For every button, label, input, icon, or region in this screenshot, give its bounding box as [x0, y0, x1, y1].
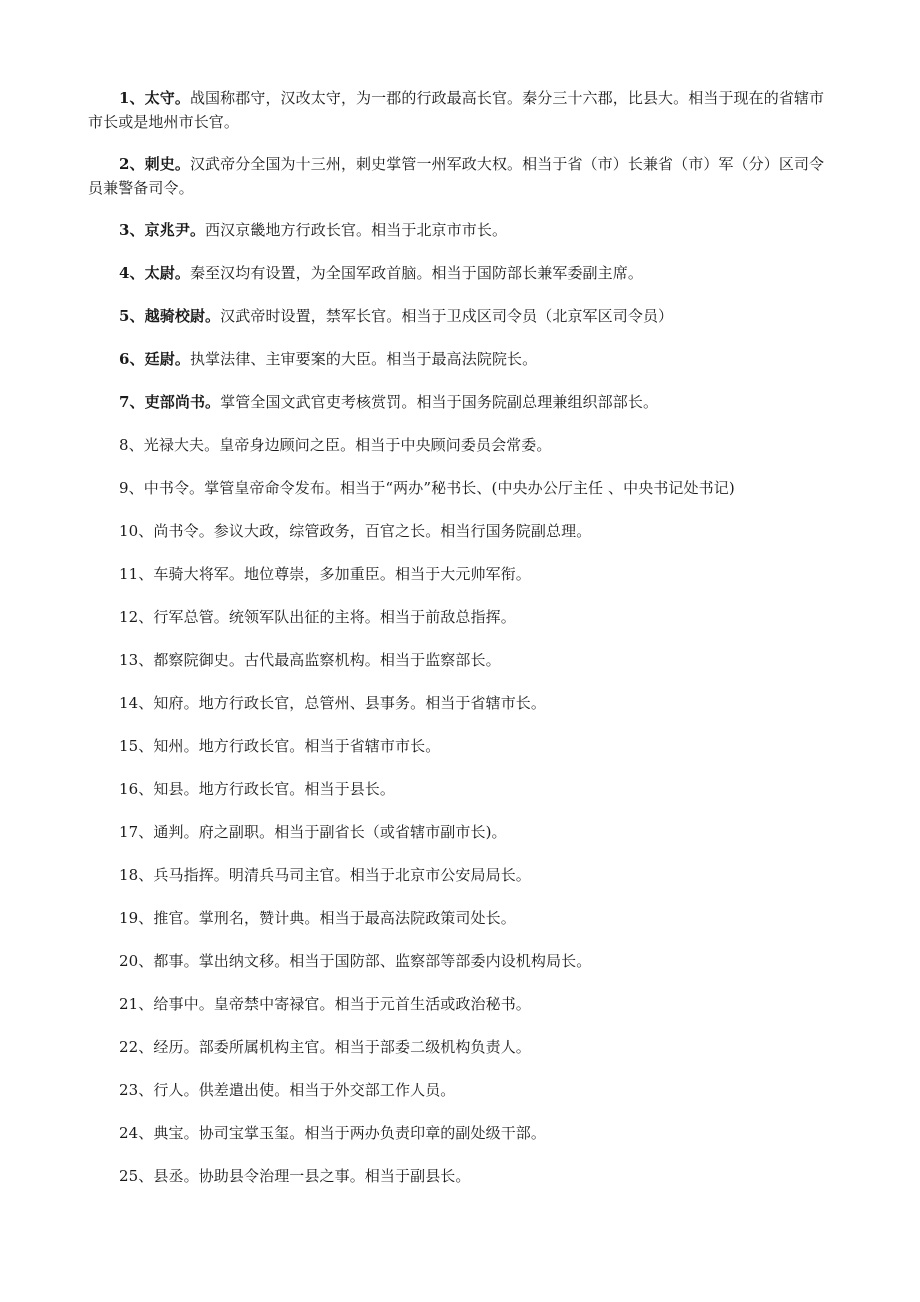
entry-description: 掌管皇帝命令发布。相当于“两办”秘书长、(中央办公厅主任 、中央书记处书记) — [204, 479, 735, 497]
entry-description: 掌刑名，赞计典。相当于最高法院政策司处长。 — [198, 909, 516, 927]
entry-description: 统领军队出征的主将。相当于前敌总指挥。 — [228, 608, 516, 626]
entry-number: 17、 — [119, 823, 154, 841]
entry-term: 典宝。 — [153, 1124, 199, 1142]
list-item — [88, 347, 836, 371]
entry-number: 22、 — [119, 1038, 154, 1056]
entry-number: 2、 — [119, 155, 145, 173]
entry-term: 廷尉。 — [144, 350, 190, 368]
entry-description: 明清兵马司主官。相当于北京市公安局局长。 — [228, 866, 531, 884]
list-item — [88, 1035, 836, 1059]
entry-number: 6、 — [119, 350, 145, 368]
entry-description: 秦至汉均有设置，为全国军政首脑。相当于国防部长兼军委副主席。 — [189, 264, 643, 282]
entry-term: 知县。 — [153, 780, 199, 798]
entry-description: 参议大政，综管政务，百官之长。相当行国务院副总理。 — [213, 522, 592, 540]
entry-term: 通判。 — [153, 823, 199, 841]
entry-term: 刺史。 — [144, 155, 190, 173]
entry-term: 越骑校尉。 — [144, 307, 221, 325]
entry-description: 地位尊崇，多加重臣。相当于大元帅军衔。 — [244, 565, 531, 583]
entry-number: 16、 — [119, 780, 154, 798]
entry-description: 皇帝禁中寄禄官。相当于元首生活或政治秘书。 — [213, 995, 531, 1013]
list-item — [88, 152, 836, 200]
list-item — [88, 304, 836, 328]
entry-term: 县丞。 — [153, 1167, 199, 1185]
list-item — [88, 820, 836, 844]
entry-number: 1、 — [119, 89, 145, 107]
entry-term: 光禄大夫。 — [143, 436, 220, 454]
entry-number: 24、 — [119, 1124, 154, 1142]
entry-number: 3、 — [119, 221, 145, 239]
entry-number: 23、 — [119, 1081, 154, 1099]
entry-description: 汉武帝时设置，禁军长官。相当于卫戍区司令员（北京军区司令员） — [220, 307, 674, 325]
entry-number: 18、 — [119, 866, 154, 884]
entry-term: 吏部尚书。 — [144, 393, 221, 411]
entry-term: 推官。 — [153, 909, 199, 927]
entry-number: 15、 — [119, 737, 154, 755]
list-item — [88, 1164, 836, 1188]
list-item — [88, 863, 836, 887]
entry-description: 掌出纳文移。相当于国防部、监察部等部委内设机构局长。 — [198, 952, 592, 970]
list-item — [88, 992, 836, 1016]
list-item — [88, 1121, 836, 1145]
entry-description: 供差遣出使。相当于外交部工作人员。 — [198, 1081, 456, 1099]
entry-description: 掌管全国文武官吏考核赏罚。相当于国务院副总理兼组织部部长。 — [220, 393, 659, 411]
list-item — [88, 734, 836, 758]
entry-term: 经历。 — [153, 1038, 199, 1056]
list-item — [88, 605, 836, 629]
entry-description: 西汉京畿地方行政长官。相当于北京市市长。 — [205, 221, 508, 239]
entry-description: 古代最高监察机构。相当于监察部长。 — [244, 651, 501, 669]
entry-number: 21、 — [119, 995, 154, 1013]
list-item — [88, 777, 836, 801]
entry-description: 协司宝掌玉玺。相当于两办负责印章的副处级干部。 — [198, 1124, 547, 1142]
entry-description: 地方行政长官，总管州、县事务。相当于省辖市长。 — [198, 694, 547, 712]
entry-term: 行军总管。 — [153, 608, 229, 626]
list-item — [88, 261, 836, 285]
entry-number: 11、 — [119, 565, 154, 583]
entry-number: 25、 — [119, 1167, 154, 1185]
entry-term: 太尉。 — [144, 264, 190, 282]
entry-term: 给事中。 — [153, 995, 214, 1013]
entry-number: 4、 — [119, 264, 145, 282]
list-item — [88, 390, 836, 414]
entry-description: 部委所属机构主官。相当于部委二级机构负责人。 — [198, 1038, 531, 1056]
list-item — [88, 648, 836, 672]
list-item — [88, 476, 836, 500]
entry-number: 5、 — [119, 307, 145, 325]
entry-number: 10、 — [119, 522, 154, 540]
entry-term: 尚书令。 — [153, 522, 214, 540]
list-item — [88, 562, 836, 586]
list-item — [88, 218, 836, 242]
entry-number: 20、 — [119, 952, 154, 970]
official-titles-list — [88, 86, 836, 1207]
entry-description: 执掌法律、主审要案的大臣。相当于最高法院院长。 — [189, 350, 538, 368]
entry-term: 车骑大将军。 — [153, 565, 244, 583]
list-item — [88, 86, 836, 134]
entry-term: 京兆尹。 — [144, 221, 206, 239]
entry-term: 行人。 — [153, 1081, 199, 1099]
entry-description: 战国称郡守，汉改太守，为一郡的行政最高长官。秦分三十六郡，比县大。相当于现在的省辖市市长或是地州市长官。 — [88, 89, 825, 131]
entry-description: 协助县令治理一县之事。相当于副县长。 — [198, 1167, 471, 1185]
entry-term: 太守。 — [144, 89, 190, 107]
list-item — [88, 519, 836, 543]
entry-term: 知州。 — [153, 737, 199, 755]
entry-term: 都事。 — [153, 952, 199, 970]
entry-term: 知府。 — [153, 694, 199, 712]
entry-description: 府之副职。相当于副省长（或省辖市副市长)。 — [198, 823, 507, 841]
entry-description: 地方行政长官。相当于省辖市市长。 — [198, 737, 441, 755]
entry-number: 9、 — [119, 479, 144, 497]
entry-number: 13、 — [119, 651, 154, 669]
entry-description: 皇帝身边顾问之臣。相当于中央顾问委员会常委。 — [219, 436, 552, 454]
entry-number: 7、 — [119, 393, 145, 411]
list-item — [88, 1078, 836, 1102]
entry-number: 19、 — [119, 909, 154, 927]
list-item — [88, 949, 836, 973]
entry-number: 8、 — [119, 436, 144, 454]
entry-description: 汉武帝分全国为十三州，刺史掌管一州军政大权。相当于省（市）长兼省（市）军（分）区司令员兼警备司令。 — [88, 155, 825, 197]
entry-term: 兵马指挥。 — [153, 866, 229, 884]
list-item — [88, 433, 836, 457]
entry-number: 14、 — [119, 694, 154, 712]
list-item — [88, 906, 836, 930]
entry-description: 地方行政长官。相当于县长。 — [198, 780, 396, 798]
entry-term: 都察院御史。 — [153, 651, 244, 669]
entry-term: 中书令。 — [143, 479, 205, 497]
entry-number: 12、 — [119, 608, 154, 626]
list-item — [88, 691, 836, 715]
